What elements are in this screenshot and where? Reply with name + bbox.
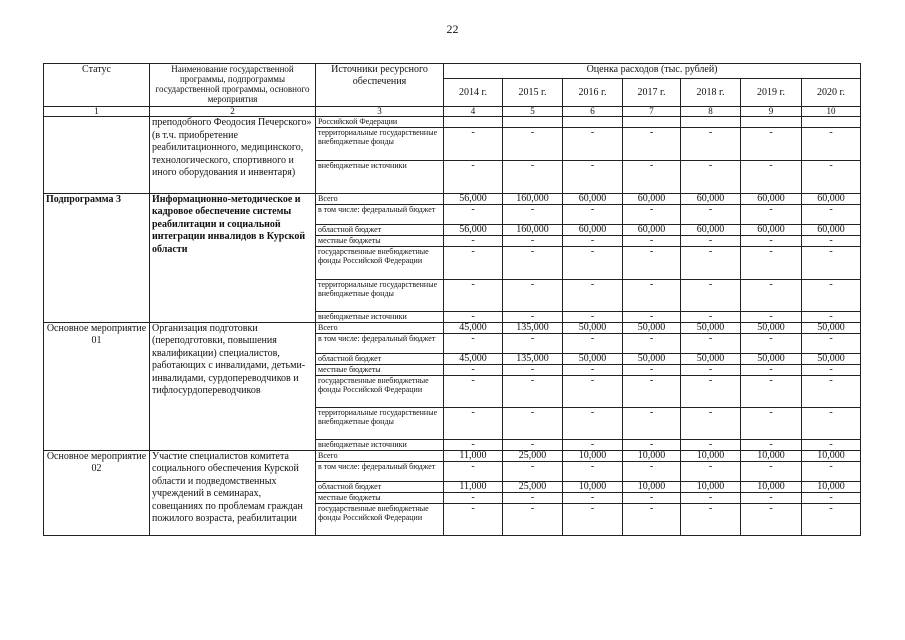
amount-cell: - xyxy=(681,246,741,279)
amount-cell: - xyxy=(623,364,681,375)
column-number: 5 xyxy=(503,107,563,117)
amount-cell: 60,000 xyxy=(681,193,741,204)
column-number-row xyxy=(44,107,861,117)
funding-source: местные бюджеты xyxy=(316,235,444,246)
amount-cell: - xyxy=(681,333,741,353)
funding-source: в том числе: федеральный бюджет xyxy=(316,333,444,353)
header-name: Наименование государственной программы, подпрограммы государственной программы, основного мероприятия xyxy=(150,64,316,107)
amount-cell: 10,000 xyxy=(741,481,802,492)
amount-cell: - xyxy=(741,503,802,535)
amount-cell: 10,000 xyxy=(802,450,861,461)
amount-cell: 10,000 xyxy=(563,481,623,492)
amount-cell: - xyxy=(444,407,503,439)
amount-cell: - xyxy=(681,407,741,439)
amount-cell: - xyxy=(623,235,681,246)
amount-cell: - xyxy=(681,204,741,224)
amount-cell: - xyxy=(563,407,623,439)
amount-cell xyxy=(802,117,861,128)
amount-cell: - xyxy=(503,375,563,407)
amount-cell: - xyxy=(444,311,503,322)
amount-cell: - xyxy=(681,279,741,311)
amount-cell: - xyxy=(741,492,802,503)
funding-source: Всего xyxy=(316,193,444,204)
row-name: Участие специалистов комитета социального обеспечения Курской области и подведомственных учреждений в семинарах, совещаниях по проблемам граждан пожилого возраста, реабилитации xyxy=(150,450,316,535)
amount-cell: 50,000 xyxy=(681,353,741,364)
amount-cell: 56,000 xyxy=(444,193,503,204)
year-header: 2016 г. xyxy=(563,79,623,107)
amount-cell: - xyxy=(444,461,503,481)
amount-cell: - xyxy=(681,235,741,246)
amount-cell: 50,000 xyxy=(563,353,623,364)
amount-cell: 50,000 xyxy=(623,322,681,333)
funding-source: внебюджетные источники xyxy=(316,160,444,193)
amount-cell: - xyxy=(503,311,563,322)
amount-cell: - xyxy=(741,333,802,353)
amount-cell: 60,000 xyxy=(802,193,861,204)
funding-source: государственные внебюджетные фонды Российской Федерации xyxy=(316,246,444,279)
amount-cell: 50,000 xyxy=(563,322,623,333)
amount-cell: - xyxy=(444,235,503,246)
budget-table xyxy=(43,63,861,536)
amount-cell xyxy=(623,117,681,128)
amount-cell xyxy=(503,117,563,128)
amount-cell: 160,000 xyxy=(503,193,563,204)
amount-cell: - xyxy=(741,439,802,450)
amount-cell: - xyxy=(741,235,802,246)
amount-cell: 50,000 xyxy=(802,353,861,364)
table-row xyxy=(44,193,861,204)
funding-source: Всего xyxy=(316,322,444,333)
amount-cell: - xyxy=(802,127,861,160)
amount-cell: - xyxy=(802,204,861,224)
amount-cell: - xyxy=(563,204,623,224)
amount-cell: - xyxy=(563,375,623,407)
amount-cell: - xyxy=(681,503,741,535)
amount-cell: - xyxy=(741,246,802,279)
year-header: 2018 г. xyxy=(681,79,741,107)
amount-cell: - xyxy=(623,439,681,450)
amount-cell: - xyxy=(563,503,623,535)
amount-cell: - xyxy=(681,375,741,407)
amount-cell: - xyxy=(681,311,741,322)
amount-cell: 50,000 xyxy=(802,322,861,333)
header-status: Статус xyxy=(44,64,150,107)
funding-source: государственные внебюджетные фонды Российской Федерации xyxy=(316,375,444,407)
page-number: 22 xyxy=(446,22,459,36)
funding-source: Всего xyxy=(316,450,444,461)
column-number: 4 xyxy=(444,107,503,117)
amount-cell: 11,000 xyxy=(444,481,503,492)
amount-cell: - xyxy=(802,333,861,353)
amount-cell: - xyxy=(563,311,623,322)
amount-cell: - xyxy=(444,246,503,279)
amount-cell: 135,000 xyxy=(503,322,563,333)
amount-cell: - xyxy=(623,311,681,322)
funding-source: в том числе: федеральный бюджет xyxy=(316,204,444,224)
funding-source: территориальные государственные внебюджетные фонды xyxy=(316,279,444,311)
funding-source: областной бюджет xyxy=(316,481,444,492)
row-name: преподобного Феодосия Печерского» (в т.ч. приобретение реабилитационного, медицинского, технологического, спортивного и иного оборудования и инвентаря) xyxy=(150,117,316,194)
amount-cell: - xyxy=(563,333,623,353)
funding-source: областной бюджет xyxy=(316,353,444,364)
amount-cell: 10,000 xyxy=(681,450,741,461)
amount-cell: 60,000 xyxy=(741,224,802,235)
amount-cell: - xyxy=(503,246,563,279)
year-header: 2017 г. xyxy=(623,79,681,107)
funding-source: государственные внебюджетные фонды Российской Федерации xyxy=(316,503,444,535)
row-name: Организация подготовки (переподготовки, повышения квалификации) специалистов, работающих с инвалидами, детьми-инвалидами, сурдопереводчиков и тифлосурдопереводчиков xyxy=(150,322,316,450)
amount-cell: - xyxy=(563,235,623,246)
table-body xyxy=(44,117,861,536)
row-status xyxy=(44,117,150,194)
amount-cell: - xyxy=(681,364,741,375)
amount-cell: 10,000 xyxy=(802,481,861,492)
amount-cell: 50,000 xyxy=(681,322,741,333)
amount-cell: - xyxy=(503,492,563,503)
funding-source: в том числе: федеральный бюджет xyxy=(316,461,444,481)
amount-cell: 45,000 xyxy=(444,353,503,364)
table-row xyxy=(44,450,861,461)
row-status: Подпрограмма 3 xyxy=(44,193,150,322)
funding-source: внебюджетные источники xyxy=(316,439,444,450)
amount-cell: - xyxy=(681,461,741,481)
amount-cell: - xyxy=(563,246,623,279)
row-status: Основное мероприятие 01 xyxy=(44,322,150,450)
funding-source: территориальные государственные внебюджетные фонды xyxy=(316,127,444,160)
amount-cell: - xyxy=(623,160,681,193)
amount-cell: 25,000 xyxy=(503,450,563,461)
amount-cell: - xyxy=(802,503,861,535)
amount-cell: 10,000 xyxy=(563,450,623,461)
amount-cell: - xyxy=(741,204,802,224)
amount-cell: - xyxy=(802,375,861,407)
amount-cell: - xyxy=(802,246,861,279)
amount-cell: - xyxy=(503,503,563,535)
amount-cell: - xyxy=(681,439,741,450)
amount-cell: - xyxy=(802,492,861,503)
amount-cell: - xyxy=(802,279,861,311)
amount-cell: - xyxy=(503,407,563,439)
amount-cell: - xyxy=(623,503,681,535)
amount-cell: - xyxy=(563,364,623,375)
amount-cell: - xyxy=(741,461,802,481)
amount-cell: 10,000 xyxy=(623,450,681,461)
column-number: 3 xyxy=(316,107,444,117)
amount-cell: - xyxy=(741,279,802,311)
amount-cell: - xyxy=(623,246,681,279)
amount-cell: 10,000 xyxy=(681,481,741,492)
amount-cell: - xyxy=(802,407,861,439)
year-header: 2019 г. xyxy=(741,79,802,107)
amount-cell: - xyxy=(681,127,741,160)
amount-cell: - xyxy=(444,364,503,375)
amount-cell: - xyxy=(802,235,861,246)
amount-cell: 60,000 xyxy=(563,224,623,235)
amount-cell: - xyxy=(802,311,861,322)
year-header: 2014 г. xyxy=(444,79,503,107)
amount-cell: - xyxy=(503,333,563,353)
amount-cell: - xyxy=(563,461,623,481)
amount-cell xyxy=(444,117,503,128)
amount-cell: - xyxy=(444,333,503,353)
amount-cell: - xyxy=(503,235,563,246)
amount-cell: - xyxy=(503,364,563,375)
amount-cell: - xyxy=(503,160,563,193)
amount-cell: 135,000 xyxy=(503,353,563,364)
amount-cell: - xyxy=(741,375,802,407)
amount-cell: - xyxy=(741,364,802,375)
amount-cell: - xyxy=(444,439,503,450)
row-status: Основное мероприятие 02 xyxy=(44,450,150,535)
funding-source: внебюджетные источники xyxy=(316,311,444,322)
amount-cell: - xyxy=(503,461,563,481)
amount-cell: 56,000 xyxy=(444,224,503,235)
amount-cell: - xyxy=(623,461,681,481)
amount-cell xyxy=(681,117,741,128)
amount-cell: - xyxy=(503,127,563,160)
funding-source: местные бюджеты xyxy=(316,492,444,503)
amount-cell: 11,000 xyxy=(444,450,503,461)
amount-cell: - xyxy=(563,160,623,193)
amount-cell: - xyxy=(623,279,681,311)
amount-cell: - xyxy=(681,492,741,503)
column-number: 2 xyxy=(150,107,316,117)
amount-cell: - xyxy=(741,127,802,160)
amount-cell: 45,000 xyxy=(444,322,503,333)
funding-source: областной бюджет xyxy=(316,224,444,235)
amount-cell: - xyxy=(741,407,802,439)
amount-cell: 60,000 xyxy=(623,193,681,204)
amount-cell: - xyxy=(623,375,681,407)
amount-cell: - xyxy=(681,160,741,193)
amount-cell: - xyxy=(444,127,503,160)
amount-cell: - xyxy=(503,204,563,224)
amount-cell: - xyxy=(741,311,802,322)
header-sources: Источники ресурсного обеспечения xyxy=(316,64,444,107)
amount-cell: - xyxy=(563,492,623,503)
year-header: 2020 г. xyxy=(802,79,861,107)
row-name: Информационно-методическое и кадровое обеспечение системы реабилитации и социальной интеграции инвалидов в Курской области xyxy=(150,193,316,322)
amount-cell: 25,000 xyxy=(503,481,563,492)
amount-cell: - xyxy=(623,333,681,353)
amount-cell: - xyxy=(503,439,563,450)
column-number: 7 xyxy=(623,107,681,117)
amount-cell: 60,000 xyxy=(623,224,681,235)
amount-cell: - xyxy=(444,503,503,535)
amount-cell: - xyxy=(444,375,503,407)
column-number: 6 xyxy=(563,107,623,117)
funding-source: территориальные государственные внебюджетные фонды xyxy=(316,407,444,439)
amount-cell: - xyxy=(563,439,623,450)
amount-cell xyxy=(563,117,623,128)
amount-cell: 50,000 xyxy=(741,353,802,364)
amount-cell: - xyxy=(623,492,681,503)
amount-cell: - xyxy=(444,204,503,224)
amount-cell: 60,000 xyxy=(802,224,861,235)
amount-cell: - xyxy=(802,439,861,450)
amount-cell: - xyxy=(444,160,503,193)
amount-cell: 50,000 xyxy=(623,353,681,364)
amount-cell: - xyxy=(563,127,623,160)
table-row xyxy=(44,322,861,333)
year-header: 2015 г. xyxy=(503,79,563,107)
amount-cell: 10,000 xyxy=(741,450,802,461)
column-number: 1 xyxy=(44,107,150,117)
funding-source: местные бюджеты xyxy=(316,364,444,375)
table-row xyxy=(44,117,861,128)
amount-cell: - xyxy=(444,492,503,503)
amount-cell: - xyxy=(802,160,861,193)
header-estimate: Оценка расходов (тыс. рублей) xyxy=(444,64,861,79)
amount-cell: 60,000 xyxy=(563,193,623,204)
amount-cell: - xyxy=(503,279,563,311)
amount-cell: - xyxy=(444,279,503,311)
amount-cell: - xyxy=(623,127,681,160)
amount-cell: 60,000 xyxy=(681,224,741,235)
column-number: 10 xyxy=(802,107,861,117)
amount-cell: - xyxy=(623,407,681,439)
amount-cell: - xyxy=(802,461,861,481)
amount-cell: 50,000 xyxy=(741,322,802,333)
amount-cell: - xyxy=(802,364,861,375)
amount-cell xyxy=(741,117,802,128)
amount-cell: 60,000 xyxy=(741,193,802,204)
amount-cell: - xyxy=(623,204,681,224)
amount-cell: 160,000 xyxy=(503,224,563,235)
funding-source: Российской Федерации xyxy=(316,117,444,128)
amount-cell: - xyxy=(741,160,802,193)
column-number: 9 xyxy=(741,107,802,117)
amount-cell: - xyxy=(563,279,623,311)
amount-cell: 10,000 xyxy=(623,481,681,492)
column-number: 8 xyxy=(681,107,741,117)
